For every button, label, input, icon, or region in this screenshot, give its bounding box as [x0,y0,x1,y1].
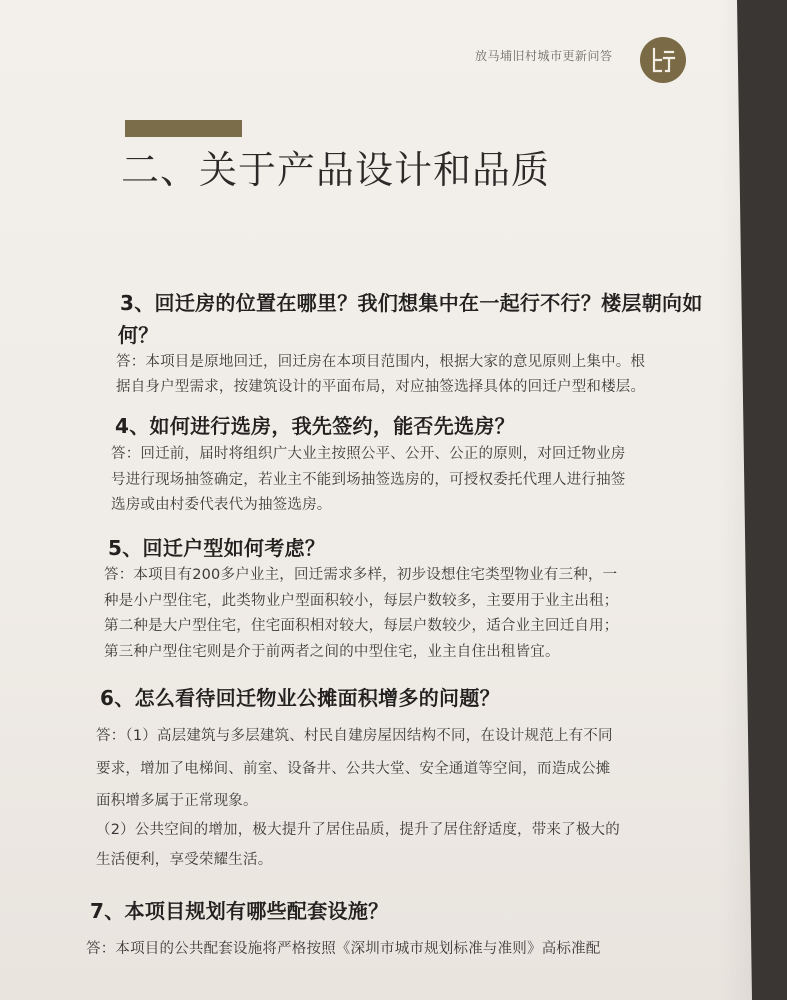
question-7: 7、本项目规划有哪些配套设施？ [90,899,389,923]
answer-5-line-2: 种是小户型住宅，此类物业户型面积较小，每层户数较多，主要用于业主出租； [104,593,619,609]
answer-6-line-2: 要求，增加了电梯间、前室、设备井、公共大堂、安全通道等空间，而造成公摊 [96,761,611,777]
answer-6-line-5: 生活便利，享受荣耀生活。 [96,852,273,868]
question-3-line-1: 3、回迁房的位置在哪里？我们想集中在一起行不行？楼层朝向如 [120,291,703,315]
question-5: 5、回迁户型如何考虑？ [108,536,326,560]
answer-4-line-2: 号进行现场抽签确定，若业主不能到场抽签选房的，可授权委托代理人进行抽签 [111,472,626,488]
answer-6-line-1: 答：（1）高层建筑与多层建筑、村民自建房屋因结构不同，在设计规范上有不同 [96,728,613,744]
answer-5-line-1: 答：本项目有200多户业主，回迁需求多样，初步设想住宅类型物业有三种，一 [104,567,618,583]
question-6: 6、怎么看待回迁物业公摊面积增多的问题？ [100,686,500,710]
header-title: 放马埔旧村城市更新问答 [475,49,613,63]
answer-7-line-1: 答：本项目的公共配套设施将严格按照《深圳市城市规划标准与准则》高标准配 [86,941,601,957]
question-4: 4、如何进行选房，我先签约，能否先选房？ [115,414,515,438]
section-title: 二、关于产品设计和品质 [121,148,551,192]
answer-6-line-4: （2）公共空间的增加，极大提升了居住品质，提升了居住舒适度，带来了极大的 [96,822,620,838]
answer-6-line-3: 面积增多属于正常现象。 [96,793,258,809]
answer-3-line-1: 答：本项目是原地回迁，回迁房在本项目范围内，根据大家的意见原则上集中。根 [116,354,646,370]
answer-4-line-1: 答：回迁前，届时将组织广大业主按照公平、公开、公正的原则，对回迁物业房 [111,446,626,462]
answer-4-line-3: 选房或由村委代表代为抽签选房。 [111,497,332,513]
question-3-line-2: 何？ [118,323,159,347]
answer-5-line-4: 第三种户型住宅则是介于前两者之间的中型住宅，业主自住出租皆宜。 [104,644,560,660]
answer-3-line-2: 据自身户型需求，按建筑设计的平面布局，对应抽签选择具体的回迁户型和楼层。 [116,379,646,395]
answer-5-line-3: 第二种是大户型住宅，住宅面积相对较大，每层户数较少，适合业主回迁自用； [104,618,619,634]
